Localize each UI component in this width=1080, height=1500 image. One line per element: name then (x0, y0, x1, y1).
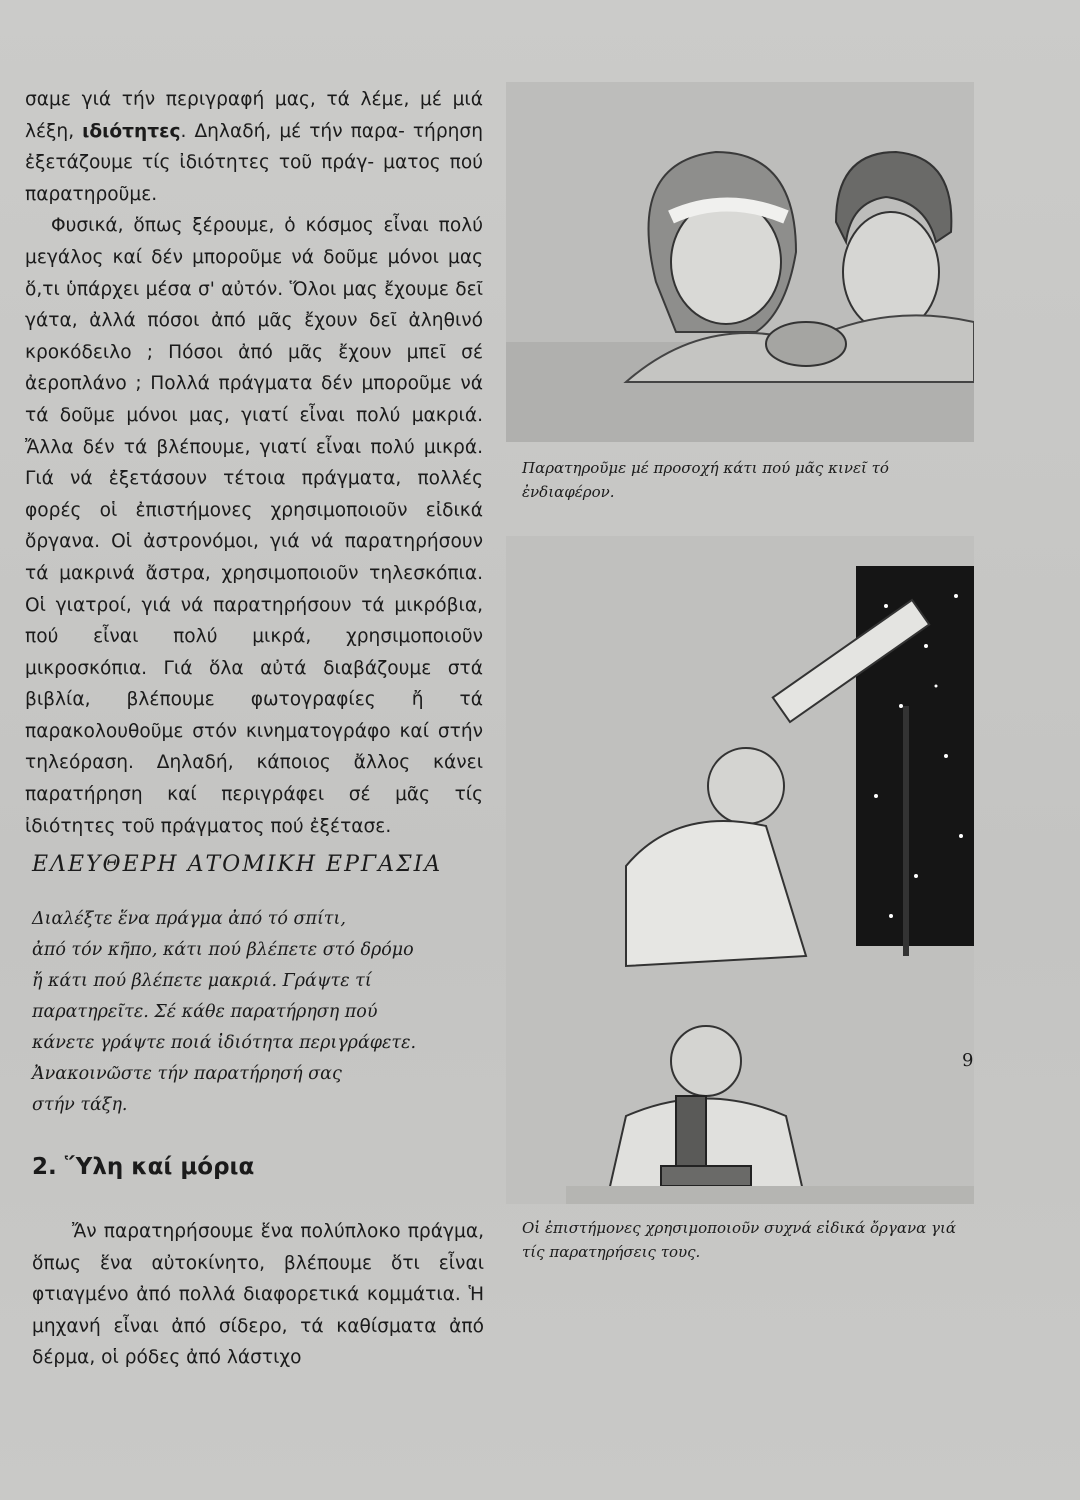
keyword-bold: ιδιότητες (82, 120, 181, 142)
scientists-instruments-illustration (506, 536, 974, 1204)
figure-caption-2: Οἱ ἐπιστήμονες χρησιμοποιοῦν συχνά εἰδικά ὄργανα γιά τίς παρατηρήσεις τους. (522, 1219, 956, 1261)
section-2-heading: 2. Ὕλη καί μόρια (32, 1154, 255, 1180)
section-2-text: Ἄν παρατηρήσουμε ἕνα πολύπλοκο πράγμα, ὅπως ἕνα αὐτοκίνητο, βλέπουμε ὅτι εἶναι φτιαγμένο ἀπό πολλά διαφορετικά κομμάτια. Ἡ μηχανή εἶναι ἀπό σίδερο, τά καθίσματα ἀπό δέρμα, οἱ ρόδες ἀπό λάστιχο (32, 1221, 484, 1369)
paragraph-2: Φυσικά, ὅπως ξέρουμε, ὁ κόσμος εἶναι πολύ μεγάλος καί δέν μποροῦμε νά δοῦμε μόνοι μας ὅ,τι ὑπάρχει μέσα σ' αὐτόν. Ὅλοι μας ἔχουμε δεῖ γάτα, ἀλλά πόσοι ἀπό μᾶς ἔχουν δεῖ ἀληθινό κροκόδειλο ; Πόσοι ἀπό μᾶς ἔχουν μπεῖ σέ ἀεροπλάνο ; Πολλά πράγματα δέν μποροῦμε νά τά δοῦμε μόνοι μας, γιατί εἶναι πολύ μακριά. Ἄλλα δέν τά βλέπουμε, γιατί εἶναι πολύ μικρά. Γιά νά ἐξετάσουν τέτοια πράγματα, πολλές φορές οἱ ἐπιστήμονες χρησιμοποιοῦν εἰδικά ὄργανα. Οἱ ἀστρονόμοι, γιά νά παρατηρήσουν τά μακρινά ἄστρα, χρησιμοποιοῦν τηλεσκόπια. Οἱ γιατροί, γιά νά παρατηρήσουν τά μικρόβια, πού εἶναι πολύ μικρά, χρησιμοποιοῦν μικροσκόπια. Γιά ὅλα αὐτά διαβάζουμε στά βιβλία, βλέπουμε φωτογραφίες ἤ τά παρακολουθοῦμε στόν κινηματογράφο καί στήν τηλεόραση. Δηλαδή, κάποιος ἄλλος κάνει παρατήρηση καί περιγράφει σέ μᾶς τίς ἰδιότητες τοῦ πράγματος πού ἐξέτασε. (25, 215, 483, 837)
exercise-heading: ΕΛΕΥΘΕΡΗ ΑΤΟΜΙΚΗ ΕΡΓΑΣΙΑ (32, 852, 443, 877)
body-text (25, 84, 483, 842)
figure-caption-1: Παρατηροῦμε μέ προσοχή κάτι πού μᾶς κινεῖ τό ἐνδιαφέρον. (522, 459, 889, 501)
page-number: 9 (962, 1050, 974, 1071)
children-observing-illustration (506, 82, 974, 442)
exercise-text: Διαλέξτε ἕνα πράγμα ἀπό τό σπίτι, ἀπό τόν κῆπο, κάτι πού βλέπετε στό δρόμο ἤ κάτι πού βλέπετε μακριά. Γράψτε τί παρατηρεῖτε. Σέ κάθε παρατήρηση πού κάνετε γράψτε ποιά ἰδιότητα περιγράφετε. Ἀνακοινῶστε τήν παρατήρησή σας στήν τάξη. (32, 909, 417, 1115)
paragraph-1: σαμε γιά τήν περιγραφή μας, τά λέμε, μέ μιά λέξη, ιδιότητες. Δηλαδή, μέ τήν παρα- τήρηση ἐξετάζουμε τίς ἰδιότητες τοῦ πράγ- ματος πού παρατηροῦμε. (25, 89, 484, 205)
